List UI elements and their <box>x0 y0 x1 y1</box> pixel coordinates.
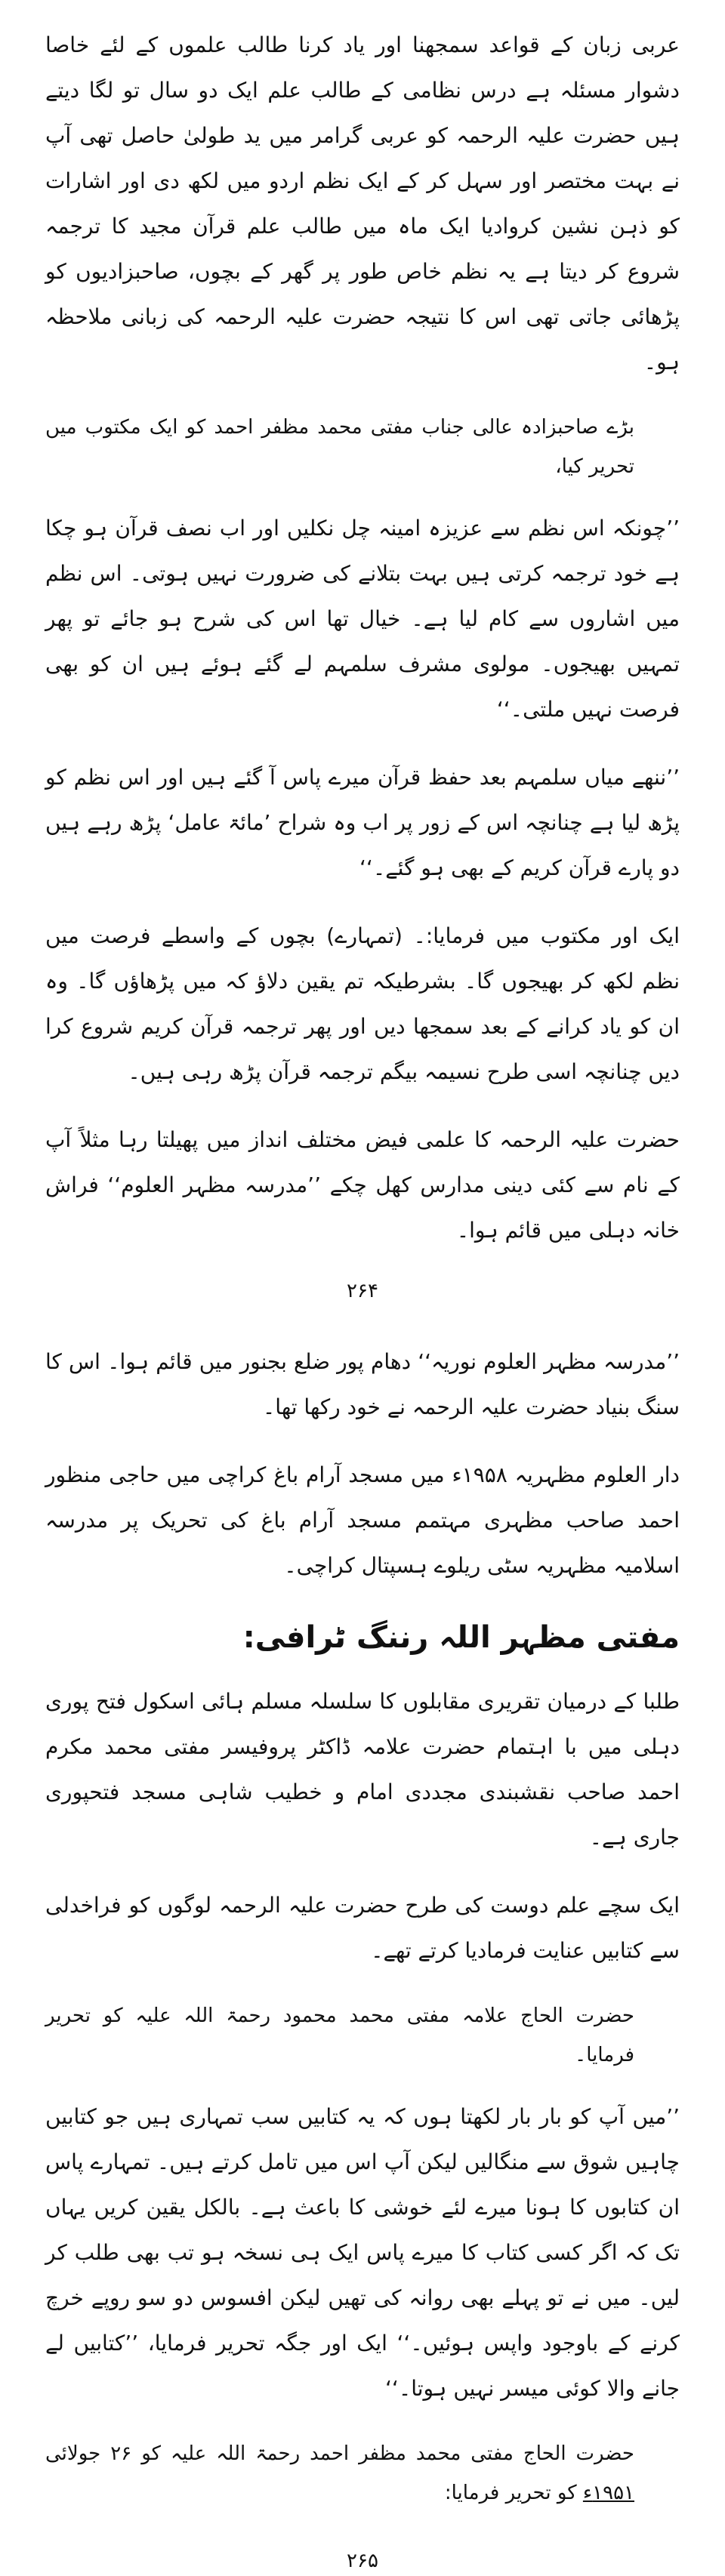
paragraph-books-generosity: ایک سچے علم دوست کی طرح حضرت علیہ الرحمہ لوگوں کو فراخدلی سے کتابیں عنایت فرمادیا کرتے تھے۔ <box>45 1893 680 1963</box>
book-page <box>45 23 680 2572</box>
page-number-265: ۲۶۵ <box>347 2550 378 2572</box>
heading-running-trophy: مفتی مظہر اللہ رننگ ٹرافی: <box>242 1620 680 1655</box>
quote-letter-nanhe-mian: ’’ننھے میاں سلمہم بعد حفظ قرآن میرے پاس آ گئے ہیں اور اس نظم کو پڑھ لیا ہے چنانچہ اس کے زور پر اب وہ شراح ’مائۃ عامل‘ پڑھ رہے ہیں دو پارے قرآن کریم کے بھی ہو گئے۔‘‘ <box>45 765 680 880</box>
intro-letter-muzaffar-ahmad <box>45 2434 680 2513</box>
paragraph-arabic-grammar: عربی زبان کے قواعد سمجھنا اور یاد کرنا طالب علموں کے لئے خاصا دشوار مسئلہ ہے درس نظامی کے طالب علم ایک دو سال تو لگا دیتے ہیں حضرت علیہ الرحمہ کو عربی گرامر میں ید طولیٰ حاصل تھی آپ نے بہت مختصر اور سہل کر کے ایک نظم اردو میں لکھ دی اور اشارات کو ذہن نشین کروادیا ایک ماہ میں طالب علم قرآن مجید کا ترجمہ شروع کر دیتا ہے یہ نظم خاص طور پر گھر کے بچوں، صاحبزادیوں کو پڑھائی جاتی تھی اس کا نتیجہ حضرت علیہ الرحمہ کی زبانی ملاحظہ ہو۔ <box>45 32 680 374</box>
intro-letter-mufti-mahmood: حضرت الحاج علامہ مفتی محمد محمود رحمۃ اللہ علیہ کو تحریر فرمایا۔ <box>45 2004 634 2066</box>
paragraph-debate-competitions: طلبا کے درمیان تقریری مقابلوں کا سلسلہ مسلم ہائی اسکول فتح پوری دہلی میں با اہتمام حضرت علامہ ڈاکٹر پروفیسر مفتی محمد مکرم احمد صاحب نقشبندی مجددی امام و خطیب شاہی مسجد فتحپوری جاری ہے۔ <box>45 1689 680 1850</box>
page-number-264: ۲۶۴ <box>347 1280 378 1302</box>
paragraph-madaris: حضرت علیہ الرحمہ کا علمی فیض مختلف انداز میں پھیلتا رہا مثلاً آپ کے نام سے کئی دینی مدارس کھل چکے ’’مدرسہ مظہر العلوم‘‘ فراش خانہ دہلی میں قائم ہوا۔ <box>45 1127 680 1243</box>
quote-books-letter: ’’میں آپ کو بار بار لکھتا ہوں کہ یہ کتابیں سب تمہاری ہیں جو کتابیں چاہیں شوق سے منگالیں لیکن آپ اس میں تامل کرتے ہیں۔ تمہارے پاس ان کتابوں کا ہونا میرے لئے خوشی کا باعث ہے۔ بالکل یقین کریں یہاں تک کہ اگر کسی کتاب کا میرے پاس ایک ہی نسخہ ہو تب بھی طلب کر لیں۔ میں نے تو پہلے بھی روانہ کی تھیں لیکن افسوس دو سو روپے خرچ کرنے کے باوجود واپس ہوئیں۔‘‘ ایک اور جگہ تحریر فرمایا، ’’کتابیں لے جانے والا کوئی میسر نہیں ہوتا۔‘‘ <box>45 2104 680 2401</box>
paragraph-another-letter: ایک اور مکتوب میں فرمایا:۔ (تمہارے) بچوں کے واسطے فرصت میں نظم لکھ کر بھیجوں گا۔ بشرطیکہ تم یقین دلاؤ کہ میں پڑھاؤں گا۔ وہ ان کو یاد کرانے کے بعد سمجھا دیں اور پھر ترجمہ قرآن کریم شروع کرا دیں چنانچہ اسی طرح نسیمہ بیگم ترجمہ قرآن پڑھ رہی ہیں۔ <box>45 923 680 1084</box>
intro3-suffix: کو تحریر فرمایا: <box>444 2482 583 2504</box>
intro-letter-to-son: بڑے صاحبزادہ عالی جناب مفتی محمد مظفر احمد کو ایک مکتوب میں تحریر کیا، <box>45 416 634 478</box>
paragraph-darul-uloom-karachi: دار العلوم مظہریہ ۱۹۵۸ء میں مسجد آرام باغ کراچی میں حاجی منظور احمد صاحب مظہری مہتمم مسجد آرام باغ کی تحریک پر مدرسہ اسلامیہ مظہریہ سٹی ریلوے ہسپتال کراچی۔ <box>45 1462 680 1578</box>
intro3-year: ۱۹۵۱ء <box>582 2482 634 2504</box>
quote-letter-amina: ’’چونکہ اس نظم سے عزیزہ امینہ چل نکلیں اور اب نصف قرآن ہو چکا ہے خود ترجمہ کرتی ہیں بہت بتلانے کی ضرورت نہیں ہوتی۔ اس نظم میں اشاروں سے کام لیا ہے۔ خیال تھا اس کی شرح ہو جائے تو پھر تمہیں بھیجوں۔ مولوی مشرف سلمہم لے گئے ہوئے ہیں ان کو بھی فرصت نہیں ملتی۔‘‘ <box>45 516 680 722</box>
intro3-prefix: حضرت الحاج مفتی محمد مظفر احمد رحمۃ اللہ علیہ کو ۲۶ جولائی <box>45 2442 634 2465</box>
paragraph-madrasa-nooriya: ’’مدرسہ مظہر العلوم نوریہ‘‘ دھام پور ضلع بجنور میں قائم ہوا۔ اس کا سنگ بنیاد حضرت علیہ الرحمہ نے خود رکھا تھا۔ <box>45 1349 680 1419</box>
